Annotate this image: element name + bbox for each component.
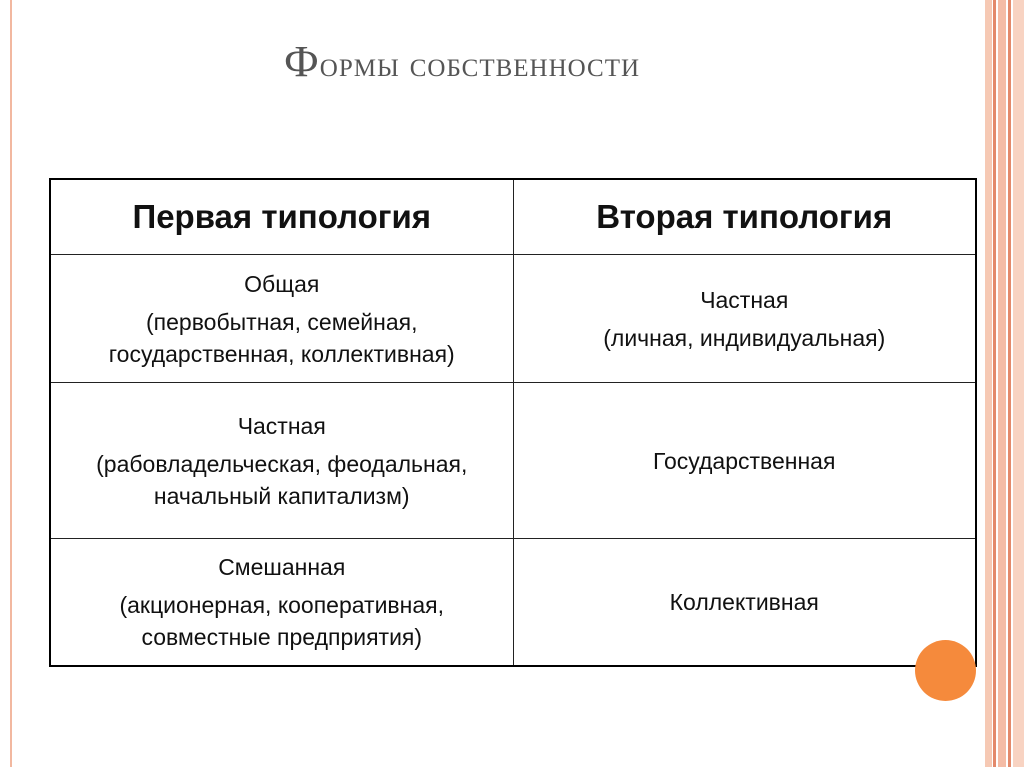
slide-title-initial: Ф (284, 37, 320, 86)
cell-ownership-examples: (личная, индивидуальная) (603, 324, 886, 351)
slide-title-rest: ормы собственности (319, 44, 641, 84)
cell-ownership-type: Коллективная (669, 589, 819, 615)
table-cell-second-typology (513, 539, 976, 667)
cell-ownership-type: Государственная (653, 447, 836, 474)
slide-frame-stripe (993, 0, 996, 767)
ownership-typology-table (49, 178, 977, 667)
table-header-row (50, 179, 976, 255)
table-row (50, 383, 976, 539)
table-row (50, 255, 976, 383)
slide-frame-stripe (1013, 0, 1024, 767)
cell-ownership-type: Смешанная (218, 554, 346, 580)
slide-frame-stripe (985, 0, 992, 767)
table-cell-first-typology (50, 539, 513, 667)
table-cell-first-typology (50, 255, 513, 383)
table-row (50, 539, 976, 667)
decorative-orange-circle (915, 640, 976, 701)
cell-ownership-examples: (первобытная, семейная, государственная, коллективная) (108, 308, 455, 367)
table-cell-second-typology (513, 383, 976, 539)
slide-title (284, 36, 640, 87)
cell-ownership-type: Общая (244, 270, 320, 297)
header-second-typology: Вторая типология (513, 179, 976, 255)
cell-ownership-type: Частная (700, 286, 789, 313)
cell-ownership-type: Частная (237, 412, 326, 439)
table-cell-first-typology (50, 383, 513, 539)
slide-frame-stripe (1008, 0, 1011, 767)
slide-frame-left-line (10, 0, 12, 767)
header-first-typology: Первая типология (50, 179, 513, 255)
cell-ownership-examples: (акционерная, кооперативная, совместные предприятия) (119, 592, 444, 650)
slide-frame-stripe (998, 0, 1006, 767)
table-cell-second-typology (513, 255, 976, 383)
cell-ownership-examples: (рабовладельческая, феодальная, начальный капитализм) (96, 450, 468, 509)
